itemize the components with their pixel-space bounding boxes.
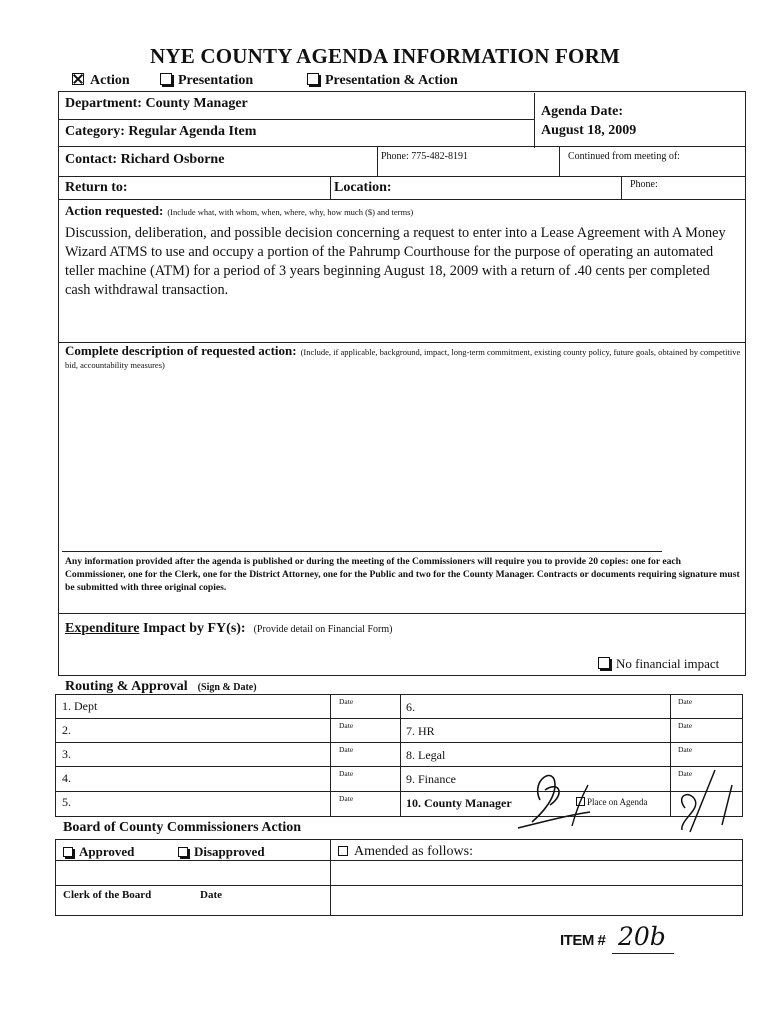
routing-2: 2. (62, 723, 71, 737)
option-action[interactable] (72, 73, 130, 89)
presentation-action-checkbox[interactable] (307, 73, 319, 85)
no-financial-impact-checkbox[interactable] (598, 657, 610, 669)
return-to-field: Return to: (65, 180, 128, 195)
divider (330, 839, 331, 916)
item-number: 20b (618, 922, 666, 951)
divider (534, 93, 535, 148)
divider (621, 177, 622, 199)
form-title: NYE COUNTY AGENDA INFORMATION FORM (150, 44, 620, 68)
routing-dept: 1. Dept (62, 699, 98, 713)
disapproved-checkbox[interactable] (178, 847, 188, 857)
routing-hr: 7. HR (406, 724, 435, 738)
routing-finance: 9. Finance (406, 772, 456, 786)
routing-4: 4. (62, 771, 71, 785)
divider (55, 718, 743, 719)
option-presentation-action-label: Presentation & Action (325, 73, 458, 88)
routing-date-label: Date (339, 697, 354, 706)
category-field: Category: Regular Agenda Item (65, 124, 257, 139)
routing-header (65, 677, 257, 695)
return-phone: Phone: (630, 179, 658, 190)
routing-date-label: Date (339, 794, 354, 803)
option-presentation[interactable] (160, 73, 253, 89)
expenditure-label: Expenditure (65, 621, 140, 636)
approved-label: Approved (79, 844, 135, 859)
disapproved-option[interactable] (178, 844, 265, 860)
divider (559, 147, 560, 176)
routing-5: 5. (62, 795, 71, 809)
action-checkbox[interactable] (72, 73, 84, 85)
option-presentation-action[interactable] (307, 73, 458, 89)
submission-notice: Any information provided after the agenda is published or during the meeting of the Commissioners will require you to provide 20 copies: one for each Commissioner, one for the Clerk, one for the District Attorney, one for the Public and two for the County Manager. Contracts or documents requiring signature must be submitted with three original copies. (65, 556, 740, 594)
contact-phone: Phone: 775-482-8191 (381, 151, 468, 162)
routing-title: Routing & Approval (65, 679, 188, 694)
amended-label: Amended as follows: (354, 844, 473, 859)
routing-date-label: Date (678, 697, 693, 706)
option-action-label: Action (90, 73, 130, 88)
action-requested-text: Discussion, deliberation, and possible decision concerning a request to enter into a Lease Agreement with A Money Wizard ATMS to use and occupy a portion of the Pahrump Courthouse for the purpose of operating an automated teller machine (ATM) for a period of 3 years beginning August 18, 2009 with a return of .40 cents per completed cash withdrawal transaction. (65, 225, 726, 298)
divider (58, 176, 746, 177)
routing-subtitle: (Sign & Date) (197, 682, 257, 693)
expenditure-hint: (Provide detail on Financial Form) (253, 624, 393, 635)
complete-description-header (65, 345, 741, 371)
agenda-date-value: August 18, 2009 (541, 123, 637, 138)
no-financial-impact-option[interactable] (598, 656, 719, 672)
contact-field: Contact: Richard Osborne (65, 152, 225, 167)
complete-description-hint: (Include, if applicable, background, impact, long-term commitment, existing county policy, future goals, obtained by competitive bid, accountability measures) (65, 347, 741, 370)
item-underline (612, 953, 674, 954)
divider (58, 119, 534, 120)
presentation-checkbox[interactable] (160, 73, 172, 85)
routing-date-label: Date (339, 745, 354, 754)
clerk-of-board-label: Clerk of the Board (63, 889, 152, 901)
divider (55, 742, 743, 743)
complete-description-area[interactable] (62, 380, 738, 548)
department-field: Department: County Manager (65, 96, 248, 111)
divider (330, 177, 331, 199)
divider (58, 146, 746, 147)
approved-checkbox[interactable] (63, 847, 73, 857)
place-on-agenda-label: Place on Agenda (587, 797, 648, 807)
option-presentation-label: Presentation (178, 73, 254, 88)
expenditure-label-rest: Impact by FY(s): (139, 621, 246, 636)
item-label: ITEM # (560, 932, 606, 949)
amended-option[interactable] (338, 844, 473, 860)
divider (58, 199, 746, 200)
continued-from-meeting: Continued from meeting of: (568, 151, 680, 162)
divider (58, 613, 746, 614)
divider (55, 885, 743, 886)
action-requested-label: Action requested: (65, 203, 164, 218)
approved-option[interactable] (63, 844, 134, 860)
divider (400, 694, 401, 817)
divider (62, 551, 662, 552)
action-requested-hint: (Include what, with whom, when, where, why, how much ($) and terms) (167, 207, 414, 217)
routing-date-label: Date (678, 721, 693, 730)
agenda-date-label: Agenda Date: (541, 104, 624, 119)
clerk-date-label: Date (200, 889, 222, 901)
routing-legal: 8. Legal (406, 748, 446, 762)
routing-date-label: Date (678, 745, 693, 754)
expenditure-header (65, 619, 392, 637)
board-title: Board of County Commissioners Action (63, 820, 302, 835)
signature-mark (510, 760, 750, 835)
location-field: Location: (334, 180, 392, 195)
complete-description-label: Complete description of requested action: (65, 343, 297, 358)
routing-3: 3. (62, 747, 71, 761)
routing-date-label: Date (339, 769, 354, 778)
divider (330, 694, 331, 817)
divider (55, 860, 743, 861)
disapproved-label: Disapproved (194, 844, 265, 859)
no-financial-impact-label: No financial impact (616, 656, 720, 671)
routing-6: 6. (406, 700, 415, 714)
routing-county-manager: 10. County Manager (406, 796, 512, 810)
routing-date-label: Date (339, 721, 354, 730)
routing-date-label: Date (678, 769, 693, 778)
action-requested-header (65, 202, 735, 220)
amended-checkbox[interactable] (338, 846, 348, 856)
divider (377, 147, 378, 176)
